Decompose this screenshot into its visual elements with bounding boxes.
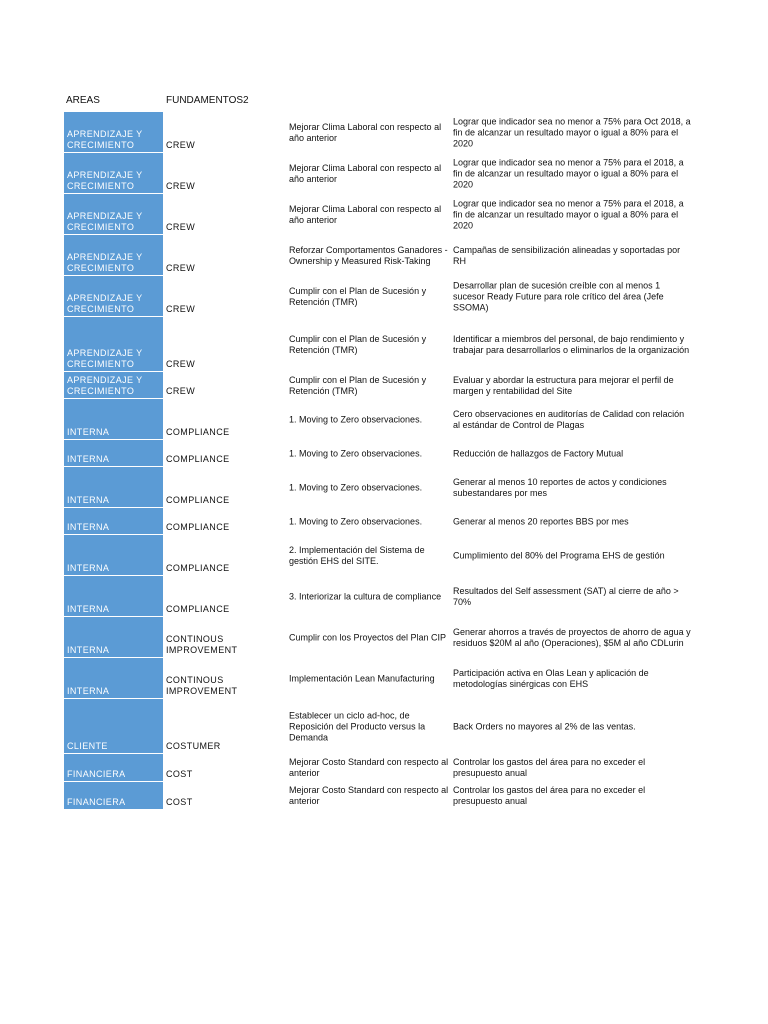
fundamento-cell: COMPLIANCE	[166, 604, 230, 614]
area-label: INTERNA	[67, 645, 110, 655]
area-label: APRENDIZAJE Y CRECIMIENTO	[67, 211, 143, 232]
table-row	[64, 112, 704, 153]
objetivo-cell: Cumplir con el Plan de Sucesión y Retención (TMR)	[289, 285, 427, 307]
fundamento-cell: CREW	[166, 181, 196, 191]
objetivo-cell: 2. Implementación del Sistema de gestión EHS del SITE.	[289, 544, 425, 566]
meta-cell: Lograr que indicador sea no menor a 75% para Oct 2018, a fin de alcanzar un resultado mayor o igual a 80% para el 2020	[453, 116, 691, 148]
meta-cell: Cero observaciones en auditorías de Calidad con relación al estándar de Control de Plagas	[453, 408, 685, 430]
area-cell	[64, 658, 163, 698]
meta-cell: Back Orders no mayores al 2% de las ventas.	[453, 721, 636, 731]
objetivo-cell: Mejorar Costo Standard con respecto al anterior	[289, 757, 449, 778]
area-cell	[64, 194, 163, 234]
fundamento-cell: CONTINOUS IMPROVEMENT	[166, 675, 238, 696]
meta-cell: Campañas de sensibilización alineadas y soportadas por RH	[453, 244, 681, 266]
meta-cell: Participación activa en Olas Lean y aplicación de metodologías sinérgicas con EHS	[453, 667, 649, 689]
table-row	[64, 235, 704, 276]
area-cell	[64, 153, 163, 193]
area-cell	[64, 440, 163, 466]
spreadsheet-page	[64, 90, 704, 810]
area-cell	[64, 112, 163, 152]
table-row	[64, 699, 704, 754]
header-areas: AREAS	[66, 95, 100, 106]
area-cell	[64, 617, 163, 657]
area-label: INTERNA	[67, 427, 110, 437]
meta-cell: Controlar los gastos del área para no exceder el presupuesto anual	[453, 785, 646, 806]
meta-cell: Evaluar y abordar la estructura para mejorar el perfil de margen y rentabilidad del Site	[453, 374, 674, 396]
fundamento-cell: COST	[166, 769, 193, 779]
objetivo-cell: Cumplir con el Plan de Sucesión y Retención (TMR)	[289, 374, 427, 396]
meta-cell: Controlar los gastos del área para no exceder el presupuesto anual	[453, 757, 646, 778]
meta-cell: Desarrollar plan de sucesión creíble con al menos 1 sucesor Ready Future para role crítico del área (Jefe SSOMA)	[453, 280, 664, 312]
table-row	[64, 467, 704, 508]
fundamento-cell: COMPLIANCE	[166, 563, 230, 573]
area-cell	[64, 276, 163, 316]
area-cell	[64, 699, 163, 753]
area-label: FINANCIERA	[67, 797, 126, 807]
fundamento-cell: CONTINOUS IMPROVEMENT	[166, 634, 238, 655]
area-label: APRENDIZAJE Y CRECIMIENTO	[67, 293, 143, 314]
header-fundamentos: FUNDAMENTOS2	[166, 95, 249, 106]
meta-cell: Identificar a miembros del personal, de bajo rendimiento y trabajar para desarrollarlos o eliminarlos de la organización	[453, 333, 690, 355]
fundamento-cell: CREW	[166, 386, 196, 396]
table-row	[64, 658, 704, 699]
fundamento-cell: CREW	[166, 222, 196, 232]
meta-cell: Reducción de hallazgos de Factory Mutual	[453, 448, 624, 458]
area-label: INTERNA	[67, 495, 110, 505]
table-row	[64, 372, 704, 399]
meta-cell: Generar al menos 20 reportes BBS por mes	[453, 516, 629, 526]
area-label: APRENDIZAJE Y CRECIMIENTO	[67, 129, 143, 150]
objetivo-cell: Cumplir con los Proyectos del Plan CIP	[289, 632, 447, 642]
area-cell	[64, 782, 163, 809]
area-cell	[64, 399, 163, 439]
area-label: CLIENTE	[67, 741, 108, 751]
fundamento-cell: COMPLIANCE	[166, 454, 230, 464]
table-body	[64, 112, 704, 810]
area-label: APRENDIZAJE Y CRECIMIENTO	[67, 348, 143, 369]
area-cell	[64, 372, 163, 398]
objetivo-cell: Mejorar Costo Standard con respecto al anterior	[289, 785, 449, 806]
objetivo-cell: 1. Moving to Zero observaciones.	[289, 448, 423, 458]
fundamento-cell: COMPLIANCE	[166, 495, 230, 505]
meta-cell: Cumplimiento del 80% del Programa EHS de gestión	[453, 550, 665, 560]
meta-cell: Lograr que indicador sea no menor a 75% para el 2018, a fin de alcanzar un resultado mayor o igual a 80% para el 2020	[453, 198, 684, 230]
fundamento-cell: COST	[166, 797, 193, 807]
area-cell	[64, 235, 163, 275]
objetivo-cell: Mejorar Clima Laboral con respecto al año anterior	[289, 121, 442, 143]
area-cell	[64, 576, 163, 616]
objetivo-cell: 1. Moving to Zero observaciones.	[289, 516, 423, 526]
table-row	[64, 194, 704, 235]
table-row	[64, 617, 704, 658]
table-row	[64, 576, 704, 617]
table-row	[64, 508, 704, 535]
objetivo-cell: Implementación Lean Manufacturing	[289, 673, 435, 683]
objetivo-cell: Reforzar Comportamentos Ganadores - Ownership y Measured Risk-Taking	[289, 244, 448, 266]
meta-cell: Generar al menos 10 reportes de actos y condiciones subestandares por mes	[453, 476, 667, 498]
table-row	[64, 399, 704, 440]
area-label: FINANCIERA	[67, 769, 126, 779]
table-row	[64, 317, 704, 372]
fundamento-cell: COSTUMER	[166, 741, 221, 751]
area-label: APRENDIZAJE Y CRECIMIENTO	[67, 252, 143, 273]
fundamento-cell: CREW	[166, 359, 196, 369]
meta-cell: Lograr que indicador sea no menor a 75% para el 2018, a fin de alcanzar un resultado mayor o igual a 80% para el 2020	[453, 157, 684, 189]
area-label: INTERNA	[67, 686, 110, 696]
header-row	[64, 90, 704, 112]
area-label: INTERNA	[67, 454, 110, 464]
table-row	[64, 535, 704, 576]
meta-cell: Generar ahorros a través de proyectos de ahorro de agua y residuos $20M al año (Operaciones), $5M al año CDLurin	[453, 626, 691, 648]
objetivo-cell: Mejorar Clima Laboral con respecto al año anterior	[289, 203, 442, 225]
meta-cell: Resultados del Self assessment (SAT) al cierre de año > 70%	[453, 585, 679, 607]
objetivo-cell: Establecer un ciclo ad-hoc, de Reposición del Producto versus la Demanda	[289, 710, 426, 742]
area-label: INTERNA	[67, 563, 110, 573]
objetivo-cell: Cumplir con el Plan de Sucesión y Retención (TMR)	[289, 333, 427, 355]
table-row	[64, 782, 704, 810]
area-cell	[64, 467, 163, 507]
fundamento-cell: COMPLIANCE	[166, 427, 230, 437]
area-cell	[64, 535, 163, 575]
table-row	[64, 754, 704, 782]
table-row	[64, 440, 704, 467]
area-label: INTERNA	[67, 604, 110, 614]
fundamento-cell: CREW	[166, 140, 196, 150]
objetivo-cell: 1. Moving to Zero observaciones.	[289, 482, 423, 492]
table-row	[64, 153, 704, 194]
fundamento-cell: CREW	[166, 263, 196, 273]
area-label: INTERNA	[67, 522, 110, 532]
objetivo-cell: 1. Moving to Zero observaciones.	[289, 414, 423, 424]
area-label: APRENDIZAJE Y CRECIMIENTO	[67, 375, 143, 396]
area-cell	[64, 317, 163, 371]
area-label: APRENDIZAJE Y CRECIMIENTO	[67, 170, 143, 191]
table-row	[64, 276, 704, 317]
objetivo-cell: Mejorar Clima Laboral con respecto al año anterior	[289, 162, 442, 184]
fundamento-cell: CREW	[166, 304, 196, 314]
area-cell	[64, 508, 163, 534]
objetivo-cell: 3. Interiorizar la cultura de compliance	[289, 591, 442, 601]
area-cell	[64, 754, 163, 781]
fundamento-cell: COMPLIANCE	[166, 522, 230, 532]
